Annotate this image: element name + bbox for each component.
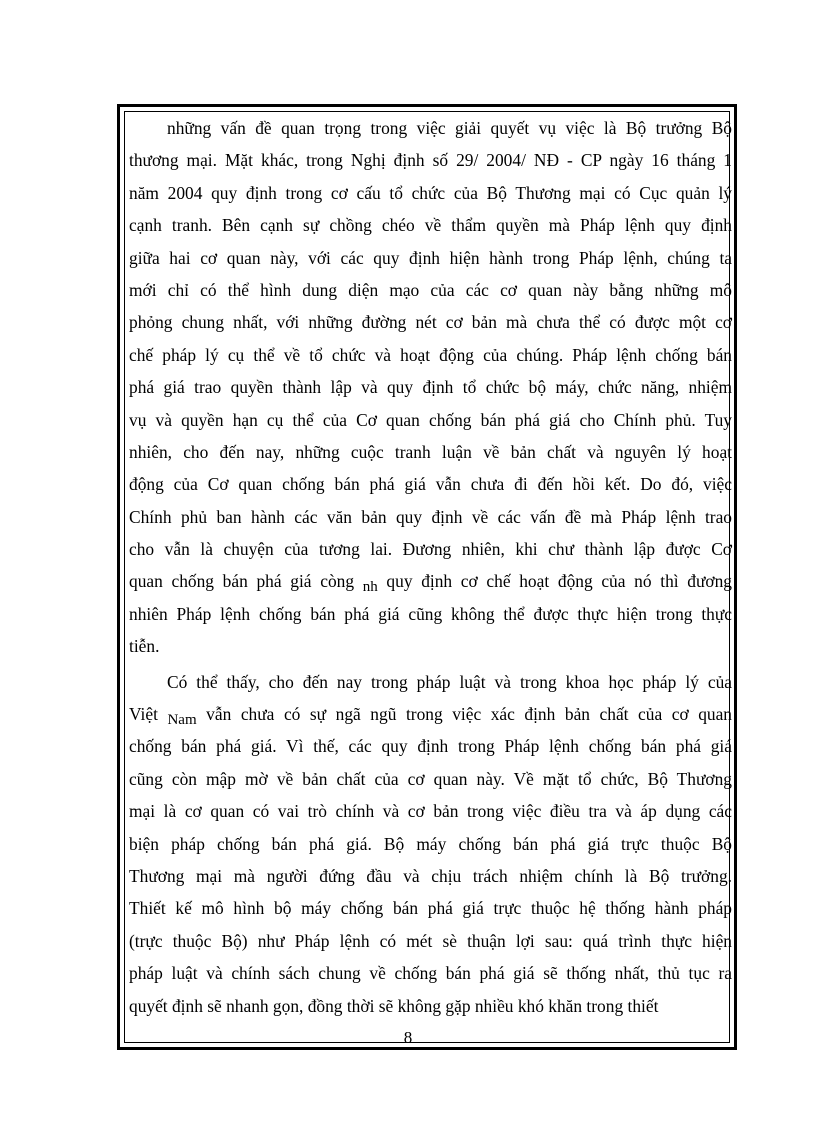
text-line: giữa hai cơ quan này, với các quy định hiện hành trong Pháp lệnh, chúng ta xyxy=(129,247,732,268)
text-line: chế pháp lý cụ thể về tổ chức và hoạt động của chúng. Pháp lệnh chống bán xyxy=(129,344,732,365)
text-line: chống bán phá giá. Vì thế, các quy định trong Pháp lệnh chống bán phá giá xyxy=(129,736,732,757)
text-line: tiễn. xyxy=(129,636,160,657)
text-line: quyết định sẽ nhanh gọn, đồng thời sẽ không gặp nhiều khó khăn trong thiết xyxy=(129,995,659,1016)
text-line: (trực thuộc Bộ) như Pháp lệnh có mét sè thuận lợi sau: quá trình thực hiện xyxy=(129,930,732,951)
document-body xyxy=(129,112,732,1022)
text-line: thương mại. Mặt khác, trong Nghị định số 29/ 2004/ NĐ - CP ngày 16 tháng 1 xyxy=(129,150,732,171)
text-line: Có thể thấy, cho đến nay trong pháp luật và trong khoa học pháp lý của xyxy=(167,671,732,692)
text-line: phá giá trao quyền thành lập và quy định tổ chức bộ máy, chức năng, nhiệm xyxy=(129,377,732,398)
text-line: pháp luật và chính sách chung về chống bán phá giá sẽ thống nhất, thủ tục ra xyxy=(129,963,732,984)
page-number: 8 xyxy=(403,1028,413,1047)
text-line: mới chỉ có thể hình dung diện mạo của các cơ quan này bằng những mô xyxy=(129,279,732,300)
text-line: năm 2004 quy định trong cơ cấu tổ chức của Bộ Thương mại có Cục quản lý xyxy=(129,182,732,203)
text-line: động của Cơ quan chống bán phá giá vẫn chưa đi đến hồi kết. Do đó, việc xyxy=(129,474,732,495)
text-fragment: vẫn chưa có sự ngã ngũ trong việc xác định bản chất của cơ quan xyxy=(196,704,732,725)
text-line: biện pháp chống bán phá giá. Bộ máy chống bán phá giá trực thuộc Bộ xyxy=(129,833,732,854)
text-fragment: Việt xyxy=(129,704,168,725)
text-fragment: nh xyxy=(362,579,378,596)
text-fragment: Nam xyxy=(167,712,197,729)
text-line: nhiên, cho đến nay, những cuộc tranh luận về bản chất và nguyên lý hoạt xyxy=(129,441,732,462)
text-line: cạnh tranh. Bên cạnh sự chồng chéo về thẩm quyền mà Pháp lệnh quy định xyxy=(129,215,732,236)
text-line: mại là cơ quan có vai trò chính và cơ bản trong việc điều tra và áp dụng các xyxy=(129,801,732,822)
text-line: Thương mại mà người đứng đầu và chịu trách nhiệm chính là Bộ trưởng. xyxy=(129,865,732,886)
text-line: Chính phủ ban hành các văn bản quy định về các vấn đề mà Pháp lệnh trao xyxy=(129,506,732,527)
text-line xyxy=(129,565,732,597)
text-line: cũng còn mập mờ về bản chất của cơ quan này. Về mặt tổ chức, Bộ Thương xyxy=(129,768,732,789)
paragraph-2 xyxy=(129,666,732,1022)
text-line: những vấn đề quan trọng trong việc giải quyết vụ việc là Bộ trưởng Bộ xyxy=(167,118,732,138)
text-line: Thiết kế mô hình bộ máy chống bán phá giá trực thuộc hệ thống hành pháp xyxy=(129,898,732,919)
text-line: nhiên Pháp lệnh chống bán phá giá cũng không thể được thực hiện trong thực xyxy=(129,603,732,624)
text-line xyxy=(129,698,732,730)
text-fragment: quan chống bán phá giá còng xyxy=(129,571,355,592)
text-line: vụ và quyền hạn cụ thể của Cơ quan chống bán phá giá cho Chính phủ. Tuy xyxy=(129,409,732,430)
text-fragment: quy định cơ chế hoạt động của nó thì đương xyxy=(377,571,733,592)
paragraph-1 xyxy=(129,112,732,663)
text-line: cho vẫn là chuyện của tương lai. Đương nhiên, khi chư thành lập được Cơ xyxy=(129,539,732,560)
text-line: phỏng chung nhất, với những đường nét cơ bản mà chưa thể có được một cơ xyxy=(129,312,732,333)
